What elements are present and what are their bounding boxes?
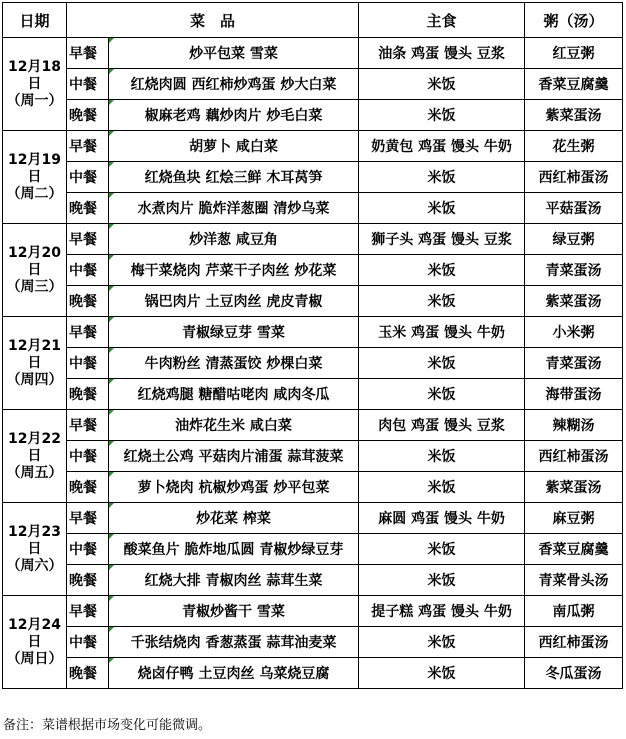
staple-cell: 米饭 <box>359 472 525 503</box>
table-row <box>3 38 623 69</box>
header-staple: 主食 <box>359 3 525 38</box>
dishes-cell: 红烧鱼块 红烩三鲜 木耳莴笋 <box>109 162 359 193</box>
table-row <box>3 224 623 255</box>
dishes-cell: 青椒绿豆芽 雪菜 <box>109 317 359 348</box>
soup-cell: 海带蛋汤 <box>525 379 623 410</box>
date-date-d: 日 <box>27 261 42 278</box>
dishes-cell: 炒平包菜 雪菜 <box>109 38 359 69</box>
dishes-cell: 红烧肉圆 西红柿炒鸡蛋 炒大白菜 <box>109 69 359 100</box>
footnote: 备注：菜谱根据市场变化可能微调。 <box>3 718 212 733</box>
meal-name-cell: 早餐 <box>67 503 109 534</box>
dishes-cell: 千张结烧肉 香葱蒸蛋 蒜茸油麦菜 <box>109 627 359 658</box>
meal-name-cell: 中餐 <box>67 534 109 565</box>
date-weekday: （周二） <box>6 185 63 202</box>
staple-cell: 米饭 <box>359 441 525 472</box>
date-date-d: 日 <box>27 447 42 464</box>
meal-name-cell: 早餐 <box>67 410 109 441</box>
staple-cell: 米饭 <box>359 379 525 410</box>
table-row <box>3 565 623 596</box>
date-date-d: 日 <box>27 633 42 650</box>
weekly-menu-table <box>2 2 623 689</box>
meal-name-cell: 早餐 <box>67 131 109 162</box>
soup-cell: 花生粥 <box>525 131 623 162</box>
staple-cell: 米饭 <box>359 162 525 193</box>
staple-cell: 米饭 <box>359 286 525 317</box>
staple-cell: 米饭 <box>359 100 525 131</box>
table-row <box>3 131 623 162</box>
date-date-d: 日 <box>27 354 42 371</box>
staple-cell: 肉包 鸡蛋 馒头 豆浆 <box>359 410 525 441</box>
date-weekday: （周五） <box>6 464 63 481</box>
staple-cell: 米饭 <box>359 534 525 565</box>
meal-name-cell: 晚餐 <box>67 379 109 410</box>
table-row <box>3 100 623 131</box>
table-row <box>3 379 623 410</box>
soup-cell: 西红柿蛋汤 <box>525 162 623 193</box>
date-date-md: 12月21 <box>8 337 61 354</box>
meal-name-cell: 中餐 <box>67 627 109 658</box>
dishes-cell: 水煮肉片 脆炸洋葱圈 清炒乌菜 <box>109 193 359 224</box>
dishes-cell: 炒洋葱 咸豆角 <box>109 224 359 255</box>
date-cell <box>3 38 67 131</box>
staple-cell: 狮子头 鸡蛋 馒头 豆浆 <box>359 224 525 255</box>
table-row <box>3 410 623 441</box>
meal-name-cell: 早餐 <box>67 38 109 69</box>
dishes-cell: 牛肉粉丝 清蒸蛋饺 炒棵白菜 <box>109 348 359 379</box>
table-row <box>3 472 623 503</box>
table-row <box>3 627 623 658</box>
dishes-cell: 红烧鸡腿 糖醋咕咾肉 咸肉冬瓜 <box>109 379 359 410</box>
soup-cell: 红豆粥 <box>525 38 623 69</box>
meal-name-cell: 中餐 <box>67 162 109 193</box>
soup-cell: 绿豆粥 <box>525 224 623 255</box>
header-date: 日期 <box>3 3 67 38</box>
table-row <box>3 441 623 472</box>
soup-cell: 青菜蛋汤 <box>525 255 623 286</box>
staple-cell: 麻圆 鸡蛋 馒头 牛奶 <box>359 503 525 534</box>
menu-body <box>3 38 623 689</box>
date-cell <box>3 410 67 503</box>
date-cell <box>3 503 67 596</box>
dishes-cell: 胡萝卜 咸白菜 <box>109 131 359 162</box>
staple-cell: 米饭 <box>359 69 525 100</box>
staple-cell: 玉米 鸡蛋 馒头 牛奶 <box>359 317 525 348</box>
date-date-d: 日 <box>27 540 42 557</box>
dishes-cell: 萝卜烧肉 杭椒炒鸡蛋 炒平包菜 <box>109 472 359 503</box>
soup-cell: 青菜蛋汤 <box>525 348 623 379</box>
soup-cell: 麻豆粥 <box>525 503 623 534</box>
date-weekday: （周六） <box>6 557 63 574</box>
date-date-md: 12月19 <box>8 151 61 168</box>
staple-cell: 米饭 <box>359 658 525 689</box>
meal-name-cell: 晚餐 <box>67 286 109 317</box>
table-row <box>3 69 623 100</box>
meal-name-cell: 早餐 <box>67 224 109 255</box>
soup-cell: 香菜豆腐羹 <box>525 69 623 100</box>
table-row <box>3 596 623 627</box>
date-cell <box>3 317 67 410</box>
dishes-cell: 红烧大排 青椒肉丝 蒜茸生菜 <box>109 565 359 596</box>
date-weekday: （周日） <box>6 650 63 667</box>
staple-cell: 米饭 <box>359 255 525 286</box>
meal-name-cell: 早餐 <box>67 317 109 348</box>
staple-cell: 米饭 <box>359 627 525 658</box>
dishes-cell: 青椒炒酱干 雪菜 <box>109 596 359 627</box>
dishes-cell: 红烧土公鸡 平菇肉片浦蛋 蒜茸菠菜 <box>109 441 359 472</box>
date-date-md: 12月23 <box>8 523 61 540</box>
meal-name-cell: 晚餐 <box>67 472 109 503</box>
meal-name-cell: 晚餐 <box>67 100 109 131</box>
meal-name-cell: 晚餐 <box>67 193 109 224</box>
table-row <box>3 503 623 534</box>
date-date-d: 日 <box>27 75 42 92</box>
soup-cell: 西红柿蛋汤 <box>525 627 623 658</box>
dishes-cell: 梅干菜烧肉 芹菜干子肉丝 炒花菜 <box>109 255 359 286</box>
date-weekday: （周四） <box>6 371 63 388</box>
date-date-md: 12月22 <box>8 430 61 447</box>
soup-cell: 紫菜蛋汤 <box>525 472 623 503</box>
dishes-cell: 油炸花生米 咸白菜 <box>109 410 359 441</box>
soup-cell: 西红柿蛋汤 <box>525 441 623 472</box>
dishes-cell: 锅巴肉片 土豆肉丝 虎皮青椒 <box>109 286 359 317</box>
meal-name-cell: 中餐 <box>67 441 109 472</box>
header-soup: 粥（汤） <box>525 3 623 38</box>
soup-cell: 冬瓜蛋汤 <box>525 658 623 689</box>
header-dishes: 菜 品 <box>67 3 359 38</box>
table-row <box>3 255 623 286</box>
date-date-md: 12月24 <box>8 616 61 633</box>
table-row <box>3 348 623 379</box>
soup-cell: 平菇蛋汤 <box>525 193 623 224</box>
staple-cell: 油条 鸡蛋 馒头 豆浆 <box>359 38 525 69</box>
staple-cell: 米饭 <box>359 348 525 379</box>
table-row <box>3 193 623 224</box>
soup-cell: 香菜豆腐羹 <box>525 534 623 565</box>
table-row <box>3 162 623 193</box>
date-date-md: 12月20 <box>8 244 61 261</box>
dishes-cell: 烧卤仔鸭 土豆肉丝 乌菜烧豆腐 <box>109 658 359 689</box>
dishes-cell: 椒麻老鸡 藕炒肉片 炒毛白菜 <box>109 100 359 131</box>
staple-cell: 提子糕 鸡蛋 馒头 牛奶 <box>359 596 525 627</box>
table-row <box>3 317 623 348</box>
table-row <box>3 658 623 689</box>
meal-name-cell: 早餐 <box>67 596 109 627</box>
date-cell <box>3 596 67 689</box>
dishes-cell: 炒花菜 榨菜 <box>109 503 359 534</box>
meal-name-cell: 中餐 <box>67 69 109 100</box>
date-cell <box>3 131 67 224</box>
staple-cell: 奶黄包 鸡蛋 馒头 牛奶 <box>359 131 525 162</box>
soup-cell: 辣糊汤 <box>525 410 623 441</box>
dishes-cell: 酸菜鱼片 脆炸地瓜圆 青椒炒绿豆芽 <box>109 534 359 565</box>
table-row <box>3 286 623 317</box>
date-date-md: 12月18 <box>8 58 61 75</box>
meal-name-cell: 中餐 <box>67 348 109 379</box>
staple-cell: 米饭 <box>359 193 525 224</box>
soup-cell: 紫菜蛋汤 <box>525 286 623 317</box>
soup-cell: 小米粥 <box>525 317 623 348</box>
meal-name-cell: 中餐 <box>67 255 109 286</box>
staple-cell: 米饭 <box>359 565 525 596</box>
table-row <box>3 534 623 565</box>
header-row <box>3 3 623 38</box>
soup-cell: 紫菜蛋汤 <box>525 100 623 131</box>
soup-cell: 南瓜粥 <box>525 596 623 627</box>
date-weekday: （周三） <box>6 278 63 295</box>
soup-cell: 青菜骨头汤 <box>525 565 623 596</box>
meal-name-cell: 晚餐 <box>67 565 109 596</box>
date-date-d: 日 <box>27 168 42 185</box>
meal-name-cell: 晚餐 <box>67 658 109 689</box>
date-cell <box>3 224 67 317</box>
date-weekday: （周一） <box>6 92 63 109</box>
